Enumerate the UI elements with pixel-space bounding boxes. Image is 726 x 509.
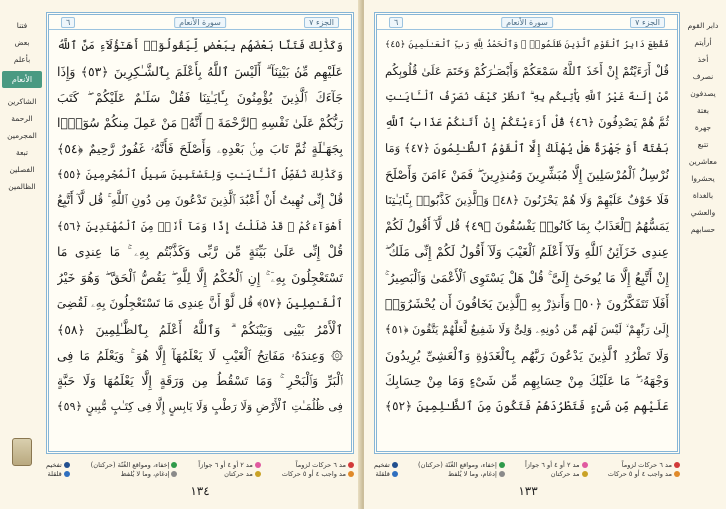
- legend-item: مد ٦ حركات لزوماً: [296, 461, 354, 469]
- legend-column: [282, 461, 354, 478]
- pink-dot-icon: [255, 462, 261, 468]
- margin-note: بالغداة: [692, 191, 714, 200]
- legend-column: [418, 461, 505, 478]
- verse-line: فَلَا خَوْفٌ عَلَيْهِمْ وَلَا هُمْ يَحْزَنُونَ ﴿٤٨﴾ وَٱلَّذِينَ كَذَّبُوا۟ بِـَٔايَـٰتِنَا: [385, 192, 669, 207]
- light-blue-dot-icon: [392, 471, 398, 477]
- legend-column: [198, 461, 261, 478]
- verse-line: رَبُّكُمْ عَلَىٰ نَفْسِهِ ٱلرَّحْمَةَ ۖ أَنَّهُۥ مَنْ عَمِلَ مِنكُمْ سُوٓءًۢا: [57, 115, 343, 131]
- legend-column: [525, 461, 588, 478]
- legend-column: [91, 461, 178, 478]
- verse-line: مَّنْ إِلَـٰهٌ غَيْرُ ٱللَّهِ يَأْتِيكُم بِهِ ۗ ٱنظُرْ كَيْفَ نُصَرِّفُ ٱلْـَٔايَـٰتِ: [385, 90, 669, 103]
- verse-line: ٱلْفَـٰصِلِينَ ﴿٥٧﴾ قُل لَّوْ أَنَّ عِندِى مَا تَسْتَعْجِلُونَ بِهِۦ لَقُضِىَ: [57, 295, 343, 310]
- green-dot-icon: [499, 462, 505, 468]
- verse-line: قُلْ إِنِّى نُهِيتُ أَنْ أَعْبُدَ ٱلَّذِينَ تَدْعُونَ مِن دُونِ ٱللَّهِ ۚ قُل لَّآ أَتَّبِعُ: [57, 192, 343, 207]
- tajweed-legend: [46, 460, 354, 478]
- verse-line: فَقُطِعَ دَابِرُ ٱلْقَوْمِ ٱلَّذِينَ ظَلَمُوا۟ ۚ وَٱلْحَمْدُ لِلَّهِ رَبِّ ٱلْعَـٰلَمِينَ ﴿٤٥﴾: [385, 40, 669, 50]
- right-margin-notes: [682, 20, 724, 241]
- left-margin-notes: [2, 20, 42, 198]
- margin-note: حسابهم: [690, 225, 716, 234]
- verse-line: وَكَذَٰلِكَ نُفَصِّلُ ٱلْـَٔايَـٰتِ وَلِتَسْتَبِينَ سَبِيلُ ٱلْمُجْرِمِينَ ﴿٥٥﴾: [57, 167, 343, 181]
- right-page: [364, 0, 726, 509]
- verse-line: وَكَذَٰلِكَ فَتَنَّا بَعْضَهُم بِبَعْضٍ لِّيَقُولُوٓا۟ أَهَـٰٓؤُلَآءِ مَنَّ ٱللَّهُ: [57, 38, 343, 52]
- margin-note: تبعة: [16, 148, 28, 157]
- verse-line: فِى ظُلُمَـٰتِ ٱلْأَرْضِ وَلَا رَطْبٍ وَلَا يَابِسٍ إِلَّا فِى كِتَـٰبٍ مُّبِينٍ ﴿٥٩﴾: [57, 400, 343, 414]
- verse-line: ثُمَّ هُمْ يَصْدِفُونَ ﴿٤٦﴾ قُلْ أَرَءَيْتَكُمْ إِنْ أَتَىٰكُمْ عَذَابُ ٱللَّهِ: [385, 115, 669, 130]
- margin-note: الفصلين: [9, 165, 35, 174]
- verse-line: يَمَسُّهُمُ ٱلْعَذَابُ بِمَا كَانُوا۟ يَفْسُقُونَ ﴿٤٩﴾ قُل لَّآ أَقُولُ لَكُمْ: [385, 218, 669, 233]
- margin-note: الرحمة: [11, 114, 33, 123]
- legend-column: [374, 461, 398, 478]
- legend-item: مد واجب ٤ أو ٥ حركات: [608, 470, 680, 478]
- verse-line: أَهْوَآءَكُمْ ۙ قَدْ ضَلَلْتُ إِذًا وَمَآ أَنَا۠ مِنَ ٱلْمُهْتَدِينَ ﴿٥٦﴾: [57, 219, 343, 233]
- margin-note: دابر القوم: [687, 21, 719, 30]
- verse-lines: [57, 33, 343, 445]
- legend-item: إدغام، وما لا يُلفظ: [448, 470, 505, 478]
- margin-note: أرأيتم: [694, 38, 712, 47]
- verse-line: قُلْ إِنِّى عَلَىٰ بَيِّنَةٍ مِّن رَّبِّى وَكَذَّبْتُم بِهِۦ ۚ مَا عِندِى مَا: [57, 244, 343, 260]
- margin-note: فتنا: [16, 21, 28, 30]
- margin-note: جهرة: [694, 123, 712, 132]
- gray-dot-icon: [171, 471, 177, 477]
- pink-dot-icon: [582, 462, 588, 468]
- margin-note: يصدفون: [690, 89, 716, 98]
- left-page: [0, 0, 362, 509]
- surah-tag[interactable]: الأنعام: [2, 71, 42, 88]
- verse-line: قُلْ أَرَءَيْتُمْ إِنْ أَخَذَ ٱللَّهُ سَمْعَكُمْ وَأَبْصَـٰرَكُمْ وَخَتَمَ عَلَىٰ قُلُوبِكُم: [385, 63, 669, 78]
- legend-item: تفخيم: [46, 461, 70, 469]
- margin-note: الشاكرين: [7, 97, 37, 106]
- frame-header: [49, 15, 351, 30]
- page-number: ١٣٤: [190, 484, 210, 498]
- juz-chip: الجزء ٧: [630, 17, 665, 28]
- margin-note: أخذ: [697, 55, 709, 64]
- legend-item: إخفاء، ومواقع الغُنّة (حركتان): [418, 461, 505, 469]
- legend-item: قلقلة: [47, 470, 69, 478]
- gray-dot-icon: [499, 471, 505, 477]
- surah-name-chip: سورة الأنعام: [501, 17, 553, 28]
- margin-note: المجرمين: [7, 131, 37, 140]
- margin-note: بغتة: [697, 106, 709, 115]
- verse-line: عِندِى خَزَآئِنُ ٱللَّهِ وَلَآ أَعْلَمُ ٱلْغَيْبَ وَلَآ أَقُولُ لَكُمْ إِنِّى مَلَكٌ ۖ: [385, 244, 669, 260]
- orange-dot-icon: [348, 471, 354, 477]
- green-dot-icon: [171, 462, 177, 468]
- legend-item: تفخيم: [374, 461, 398, 469]
- legend-item: مد ٢ أو ٤ أو ٦ جوازاً: [198, 461, 261, 469]
- surah-name-chip: سورة الأنعام: [174, 17, 226, 28]
- orange-dot-icon: [674, 471, 680, 477]
- margin-note: معاشرين: [688, 157, 718, 166]
- legend-column: [46, 461, 70, 478]
- verse-line: عَلَيْهِم مِّنۢ بَيْنِنَآ ۗ أَلَيْسَ ٱللَّهُ بِأَعْلَمَ بِٱلشَّـٰكِرِينَ ﴿٥٣﴾ وَإِذَا: [57, 63, 343, 79]
- verse-line: إِلَىٰ رَبِّهِمْ ۙ لَيْسَ لَهُم مِّن دُونِهِۦ وَلِىٌّ وَلَا شَفِيعٌ لَّعَلَّهُمْ يَتَّقُونَ ﴿٥١﴾: [385, 322, 669, 336]
- legend-item: إدغام، وما لا يُلفظ: [121, 470, 178, 478]
- margin-note: تتبع: [697, 140, 709, 149]
- legend-item: إخفاء، ومواقع الغُنّة (حركتان): [91, 461, 178, 469]
- gold-dot-icon: [255, 471, 261, 477]
- blue-dot-icon: [64, 462, 70, 468]
- legend-item: مد واجب ٤ أو ٥ حركات: [282, 470, 354, 478]
- page-number: ١٣٣: [518, 484, 538, 498]
- legend-item: مد ٦ حركات لزوماً: [622, 461, 680, 469]
- verse-lines: [385, 33, 669, 445]
- verse-line: بِجَهَـٰلَةٍ ثُمَّ تَابَ مِنۢ بَعْدِهِۦ وَأَصْلَحَ فَأَنَّهُۥ غَفُورٌ رَّحِيمٌ ﴿٥٤﴾: [57, 141, 343, 157]
- hizb-chip: ٦: [389, 17, 403, 28]
- verse-line: وَجْهَهُۥ ۖ مَا عَلَيْكَ مِنْ حِسَابِهِم مِّن شَىْءٍ وَمَا مِنْ حِسَابِكَ: [385, 373, 669, 389]
- lantern-icon: [12, 438, 32, 466]
- verse-line: جَآءَكَ ٱلَّذِينَ يُؤْمِنُونَ بِـَٔايَـٰتِنَا فَقُلْ سَلَـٰمٌ عَلَيْكُمْ ۖ كَتَبَ: [57, 89, 343, 105]
- margin-note: بأعلم: [13, 55, 31, 64]
- margin-note: نصرف: [692, 72, 714, 81]
- red-dot-icon: [348, 462, 354, 468]
- margin-note: والعشي: [690, 208, 716, 217]
- verse-line: إِنْ أَتَّبِعُ إِلَّا مَا يُوحَىٰٓ إِلَىَّ ۚ قُلْ هَلْ يَسْتَوِى ٱلْأَعْمَىٰ وَٱلْبَصِيرُ ۚ: [385, 270, 669, 286]
- blue-dot-icon: [392, 462, 398, 468]
- legend-item: مد حركتان: [551, 470, 588, 478]
- legend-item: مد حركتان: [224, 470, 261, 478]
- juz-chip: الجزء ٧: [304, 17, 339, 28]
- gold-dot-icon: [582, 471, 588, 477]
- margin-note: الظالمين: [8, 182, 36, 191]
- verse-line: نُرْسِلُ ٱلْمُرْسَلِينَ إِلَّا مُبَشِّرِينَ وَمُنذِرِينَ ۖ فَمَنْ ءَامَنَ وَأَصْلَحَ: [385, 166, 669, 182]
- verse-line: أَفَلَا تَتَفَكَّرُونَ ﴿٥٠﴾ وَأَنذِرْ بِهِ ٱلَّذِينَ يَخَافُونَ أَن يُحْشَرُوٓا۟: [385, 295, 669, 311]
- margin-note: يحشروا: [691, 174, 715, 183]
- verse-line: وَلَا تَطْرُدِ ٱلَّذِينَ يَدْعُونَ رَبَّهُم بِٱلْغَدَوٰةِ وَٱلْعَشِىِّ يُرِيدُونَ: [385, 347, 669, 363]
- left-text-frame: [46, 12, 354, 454]
- red-dot-icon: [674, 462, 680, 468]
- verse-line: بَغْتَةً أَوْ جَهْرَةً هَلْ يُهْلَكُ إِلَّا ٱلْقَوْمُ ٱلظَّـٰلِمُونَ ﴿٤٧﴾ وَمَا: [385, 141, 669, 156]
- verse-line: ۞ وَعِندَهُۥ مَفَاتِحُ ٱلْغَيْبِ لَا يَعْلَمُهَآ إِلَّا هُوَ ۚ وَيَعْلَمُ مَا فِى: [57, 347, 343, 363]
- light-blue-dot-icon: [64, 471, 70, 477]
- tajweed-legend: [374, 460, 680, 478]
- verse-line: ٱلْأَمْرُ بَيْنِى وَبَيْنَكُمْ ۗ وَٱللَّهُ أَعْلَمُ بِٱلظَّـٰلِمِينَ ﴿٥٨﴾: [57, 321, 343, 337]
- verse-line: ٱلْبَرِّ وَٱلْبَحْرِ ۚ وَمَا تَسْقُطُ مِن وَرَقَةٍ إِلَّا يَعْلَمُهَا وَلَا حَبَّةٍ: [57, 373, 343, 389]
- frame-header: [377, 15, 677, 30]
- legend-item: قلقلة: [375, 470, 397, 478]
- legend-column: [608, 461, 680, 478]
- right-text-frame: [374, 12, 680, 454]
- verse-line: تَسْتَعْجِلُونَ بِهِۦٓ ۚ إِنِ ٱلْحُكْمُ إِلَّا لِلَّهِ ۖ يَقُصُّ ٱلْحَقَّ ۖ وَهُوَ خَيْرُ: [57, 270, 343, 286]
- legend-item: مد ٢ أو ٤ أو ٦ جوازاً: [525, 461, 588, 469]
- margin-note: بعض: [14, 38, 30, 47]
- hizb-chip: ٦: [61, 17, 75, 28]
- verse-line: عَلَيْهِم مِّن شَىْءٍ فَتَطْرُدَهُمْ فَتَكُونَ مِنَ ٱلظَّـٰلِمِينَ ﴿٥٢﴾: [385, 399, 669, 414]
